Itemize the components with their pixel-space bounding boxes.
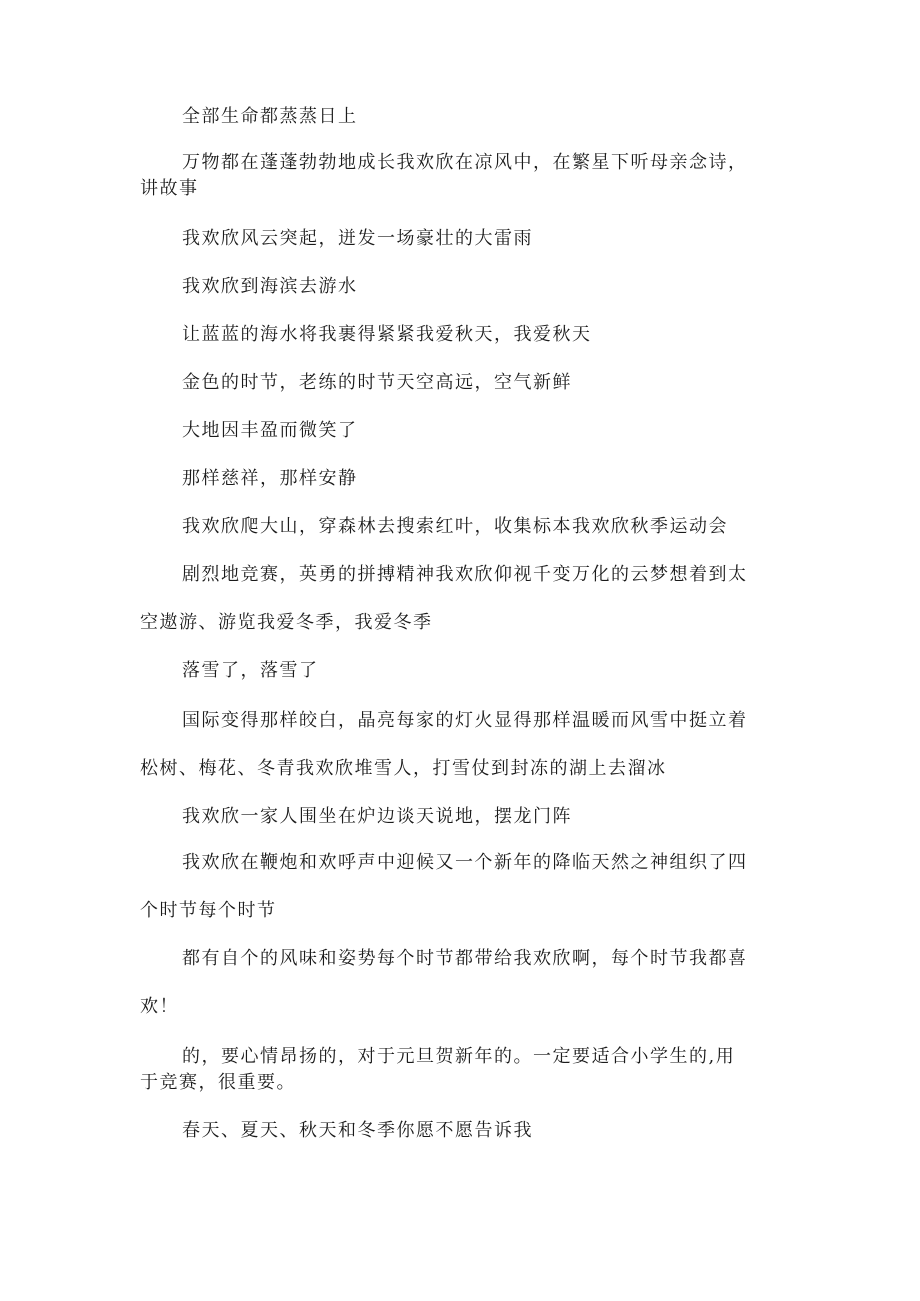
paragraph-1: 全部生命都蒸蒸日上 (182, 106, 358, 127)
paragraph-2-line-2: 讲故事 (140, 178, 199, 199)
paragraph-15-line-2: 欢！ (140, 996, 179, 1017)
paragraph-4: 我欢欣到海滨去游水 (182, 276, 358, 297)
paragraph-10 (140, 560, 780, 634)
paragraph-9: 我欢欣爬大山，穿森林去搜索红叶，收集标本我欢欣秋季运动会 (182, 516, 728, 537)
paragraph-12-line-1: 国际变得那样皎白，晶亮每家的灯火显得那样温暖而风雪中挺立着 (182, 710, 748, 731)
paragraph-17: 春天、夏天、秋天和冬季你愿不愿告诉我 (182, 1120, 533, 1141)
paragraph-12-line-2: 松树、梅花、冬青我欢欣堆雪人，打雪仗到封冻的湖上去溜冰 (140, 758, 667, 779)
paragraph-2 (140, 150, 780, 202)
paragraph-10-line-1: 剧烈地竞赛，英勇的拼搏精神我欢欣仰视千变万化的云梦想着到太 (182, 564, 748, 585)
paragraph-6: 金色的时节，老练的时节天空高远，空气新鲜 (182, 372, 572, 393)
paragraph-14 (140, 848, 780, 922)
paragraph-14-line-1: 我欢欣在鞭炮和欢呼声中迎候又一个新年的降临天然之神组织了四 (182, 852, 748, 873)
paragraph-3: 我欢欣风云突起，迸发一场豪壮的大雷雨 (182, 228, 533, 249)
paragraph-16 (140, 1044, 780, 1096)
paragraph-2-line-1: 万物都在蓬蓬勃勃地成长我欢欣在凉风中，在繁星下听母亲念诗， (182, 152, 748, 173)
paragraph-14-line-2: 个时节每个时节 (140, 900, 277, 921)
paragraph-12 (140, 706, 780, 780)
paragraph-15 (140, 944, 780, 1018)
paragraph-15-line-1: 都有自个的风味和姿势每个时节都带给我欢欣啊，每个时节我都喜 (182, 948, 748, 969)
paragraph-11: 落雪了，落雪了 (182, 660, 319, 681)
paragraph-8: 那样慈祥，那样安静 (182, 468, 358, 489)
paragraph-5: 让蓝蓝的海水将我裹得紧紧我爱秋天，我爱秋天 (182, 324, 592, 345)
paragraph-16-line-1: 的，要心情昂扬的，对于元旦贺新年的。一定要适合小学生的,用 (182, 1046, 736, 1067)
paragraph-10-line-2: 空遨游、游览我爱冬季，我爱冬季 (140, 612, 433, 633)
paragraph-13: 我欢欣一家人围坐在炉边谈天说地，摆龙门阵 (182, 806, 572, 827)
paragraph-7: 大地因丰盈而微笑了 (182, 420, 358, 441)
paragraph-16-line-2: 于竞赛，很重要。 (140, 1072, 296, 1093)
